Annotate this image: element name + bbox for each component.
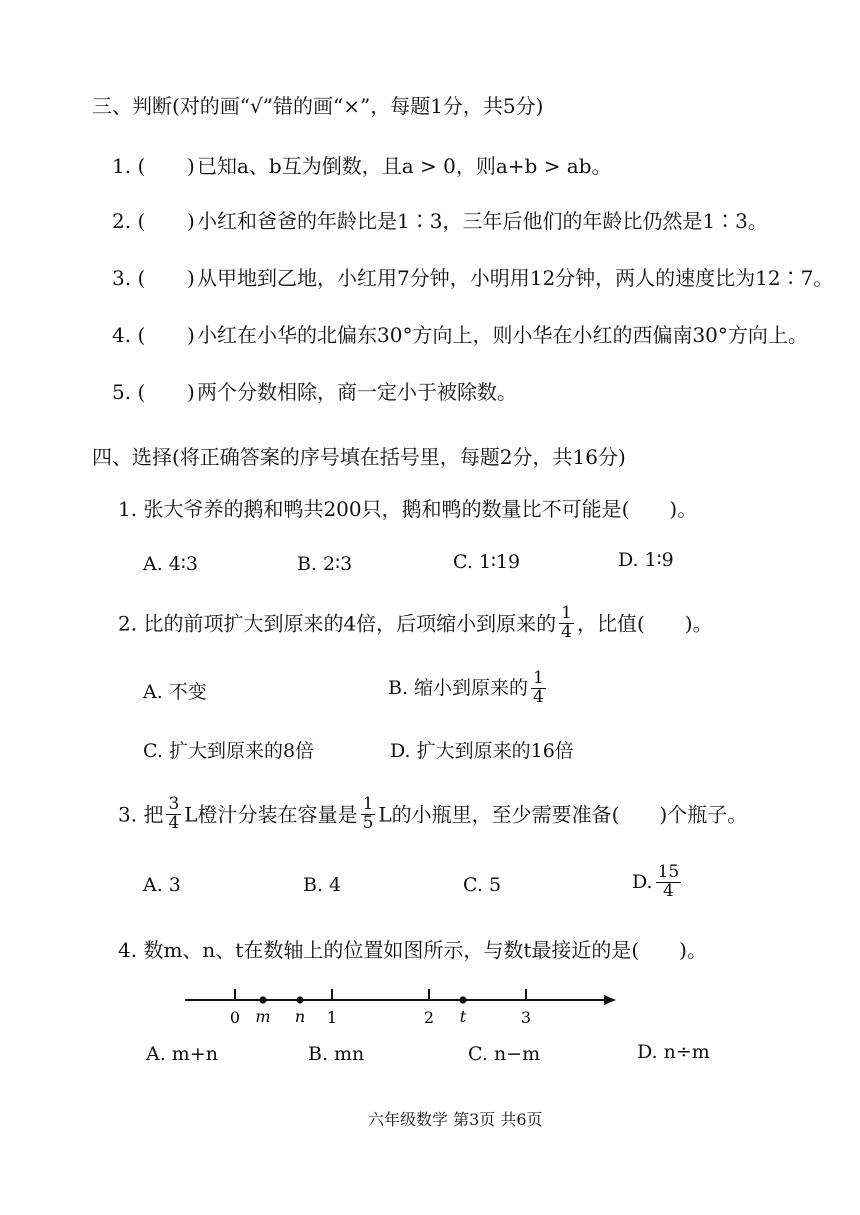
- fraction: [361, 796, 376, 833]
- question-2: [118, 605, 713, 642]
- item-answer-bracket[interactable]: ): [187, 209, 195, 233]
- point-label: n: [294, 1007, 306, 1026]
- fraction: [166, 796, 181, 833]
- item-text: 两个分数相除，商一定小于被除数。: [197, 380, 517, 404]
- fraction: [559, 605, 574, 642]
- q2-option-a[interactable]: A. 不变: [143, 681, 207, 703]
- q3-text-pre: 3. 把: [118, 802, 164, 827]
- item-answer-bracket[interactable]: ): [187, 380, 195, 404]
- item-answer-bracket[interactable]: ): [187, 323, 195, 347]
- q1-option-a[interactable]: A. 4∶3: [143, 553, 198, 575]
- q3-option-d[interactable]: [632, 864, 684, 901]
- section3-heading: 三、判断(对的画“√”错的画“×”，每题1分，共5分): [92, 94, 544, 118]
- q4-option-c[interactable]: C. n−m: [468, 1043, 541, 1065]
- section4-heading: 四、选择(将正确答案的序号填在括号里，每题2分，共16分): [92, 445, 626, 469]
- item-number: 5. (: [112, 380, 146, 404]
- item-number: 3. (: [112, 266, 146, 290]
- q2-option-c[interactable]: C. 扩大到原来的8倍: [143, 740, 315, 762]
- q2-option-b[interactable]: [388, 670, 549, 707]
- tick-label: 2: [423, 1008, 435, 1027]
- fraction-denominator: 4: [533, 686, 544, 707]
- item-text: 小红在小华的北偏东30°方向上，则小华在小红的西偏南30°方向上。: [197, 323, 808, 347]
- q2-option-b-text: B. 缩小到原来的: [388, 676, 529, 699]
- fraction-numerator: 1: [533, 668, 544, 688]
- point-n: [296, 996, 303, 1003]
- point-label: t: [459, 1007, 467, 1026]
- fraction-denominator: 4: [663, 880, 674, 901]
- fraction-denominator: 5: [362, 812, 374, 833]
- fraction: [531, 670, 546, 707]
- item-text: 从甲地到乙地，小红用7分钟，小明用12分钟，两人的速度比为12∶7。: [197, 266, 834, 290]
- tick-label: 3: [520, 1008, 532, 1027]
- fraction-denominator: 4: [561, 621, 572, 642]
- number-line: [180, 985, 625, 1030]
- fraction-numerator: 3: [168, 794, 180, 814]
- q3-option-d-label: D.: [632, 870, 653, 893]
- q4-option-a[interactable]: A. m+n: [146, 1043, 218, 1065]
- point-label: m: [255, 1007, 271, 1026]
- tick-label: 1: [326, 1008, 338, 1027]
- tick-label: 0: [229, 1008, 241, 1027]
- q3-option-a[interactable]: A. 3: [143, 874, 181, 896]
- item-number: 1. (: [112, 154, 146, 178]
- q3-option-c[interactable]: C. 5: [463, 874, 502, 896]
- q4-option-b[interactable]: B. mn: [308, 1043, 365, 1065]
- item-text: 小红和爸爸的年龄比是1∶3，三年后他们的年龄比仍然是1∶3。: [197, 209, 768, 233]
- item-answer-bracket[interactable]: ): [187, 154, 195, 178]
- fraction-numerator: 1: [362, 794, 374, 814]
- q1-option-d[interactable]: D. 1∶9: [618, 549, 674, 571]
- fraction-denominator: 4: [168, 812, 180, 833]
- q3-option-b[interactable]: B. 4: [303, 874, 342, 896]
- item-number: 2. (: [112, 209, 146, 233]
- point-t: [459, 996, 466, 1003]
- page-footer: 六年级数学 第3页 共6页: [368, 1110, 543, 1129]
- fraction-numerator: 1: [561, 603, 572, 623]
- q2-option-d[interactable]: D. 扩大到原来的16倍: [390, 740, 574, 762]
- fraction-numerator: 15: [657, 862, 680, 882]
- q1-option-b[interactable]: B. 2∶3: [297, 553, 353, 575]
- item-text: 已知a、b互为倒数，且a > 0，则a+b > ab。: [197, 154, 612, 178]
- q3-text-post: L的小瓶里，至少需要准备( )个瓶子。: [378, 802, 748, 827]
- q1-option-c[interactable]: C. 1∶19: [453, 551, 521, 573]
- q3-text-mid: L橙汁分装在容量是: [184, 802, 358, 827]
- question-1: 1. 张大爷养的鹅和鸭共200只，鹅和鸭的数量比不可能是( )。: [118, 497, 698, 521]
- q2-text-post: ，比值( )。: [577, 611, 713, 636]
- arrow-head-icon: [604, 995, 616, 1005]
- point-m: [259, 996, 266, 1003]
- question-3: [118, 796, 747, 833]
- item-number: 4. (: [112, 323, 146, 347]
- question-4: 4. 数m、n、t在数轴上的位置如图所示，与数t最接近的是( )。: [118, 938, 707, 962]
- item-answer-bracket[interactable]: ): [187, 266, 195, 290]
- fraction: [656, 864, 682, 901]
- q2-text-pre: 2. 比的前项扩大到原来的4倍，后项缩小到原来的: [118, 611, 557, 636]
- q4-option-d[interactable]: D. n÷m: [637, 1041, 710, 1063]
